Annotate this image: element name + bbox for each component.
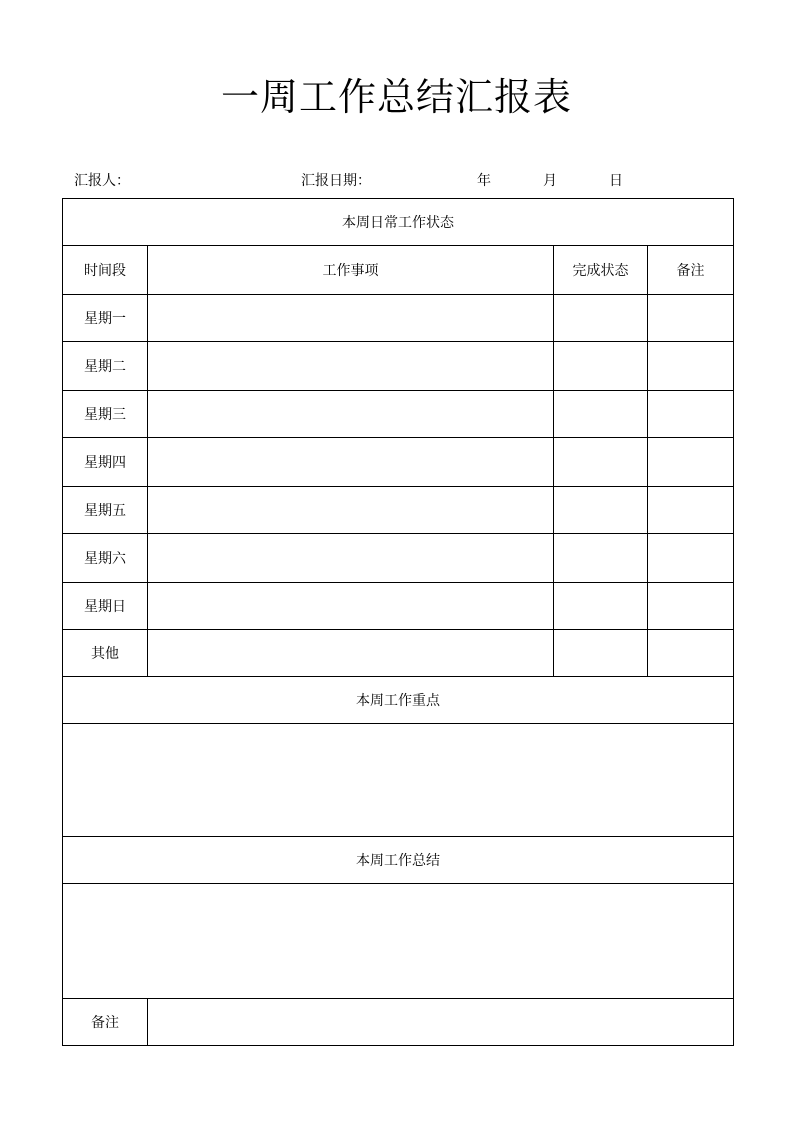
notes-header: 备注: [648, 246, 734, 295]
completion-status-cell[interactable]: [554, 342, 648, 391]
work-items-cell[interactable]: [148, 534, 554, 583]
day-label-cell: 星期六: [63, 534, 148, 583]
work-items-cell[interactable]: [148, 630, 554, 677]
work-items-cell[interactable]: [148, 342, 554, 391]
notes-cell[interactable]: [648, 534, 734, 583]
work-items-cell[interactable]: [148, 583, 554, 630]
completion-status-cell[interactable]: [554, 487, 648, 534]
notes-cell[interactable]: [648, 583, 734, 630]
summary-content-row: [63, 884, 734, 999]
completion-status-cell[interactable]: [554, 391, 648, 438]
table-row: [63, 391, 734, 438]
work-items-cell[interactable]: [148, 391, 554, 438]
day-label-cell: 星期二: [63, 342, 148, 391]
remarks-area[interactable]: [148, 999, 734, 1046]
weekly-focus-area[interactable]: [63, 724, 734, 837]
daily-status-section-row: [63, 199, 734, 246]
weekly-focus-heading: 本周工作重点: [63, 677, 734, 724]
report-date-label: 汇报日期：: [301, 173, 371, 189]
table-row: [63, 583, 734, 630]
year-label: 年: [477, 173, 491, 189]
completion-status-cell[interactable]: [554, 534, 648, 583]
work-items-cell[interactable]: [148, 438, 554, 487]
table-row: [63, 295, 734, 342]
table-row: [63, 438, 734, 487]
day-label: 日: [609, 173, 623, 189]
summary-section-row: [63, 837, 734, 884]
work-items-cell[interactable]: [148, 487, 554, 534]
remarks-row: [63, 999, 734, 1046]
notes-cell[interactable]: [648, 487, 734, 534]
daily-status-heading: 本周日常工作状态: [63, 199, 734, 246]
table-row: [63, 534, 734, 583]
notes-cell[interactable]: [648, 630, 734, 677]
weekly-summary-area[interactable]: [63, 884, 734, 999]
day-label-cell: 星期四: [63, 438, 148, 487]
table-row: [63, 342, 734, 391]
weekly-report-table: [62, 198, 734, 1046]
table-row: [63, 487, 734, 534]
reporter-label: 汇报人：: [74, 173, 130, 189]
table-header-row: [63, 246, 734, 295]
work-items-header: 工作事项: [148, 246, 554, 295]
day-label-cell: 星期日: [63, 583, 148, 630]
day-label-cell: 星期三: [63, 391, 148, 438]
remarks-label: 备注: [63, 999, 148, 1046]
focus-content-row: [63, 724, 734, 837]
day-label-cell: 星期五: [63, 487, 148, 534]
day-label-cell: 其他: [63, 630, 148, 677]
work-items-cell[interactable]: [148, 295, 554, 342]
completion-status-cell[interactable]: [554, 438, 648, 487]
table-row: [63, 630, 734, 677]
notes-cell[interactable]: [648, 391, 734, 438]
completion-status-header: 完成状态: [554, 246, 648, 295]
day-label-cell: 星期一: [63, 295, 148, 342]
notes-cell[interactable]: [648, 295, 734, 342]
month-label: 月: [543, 173, 557, 189]
period-header: 时间段: [63, 246, 148, 295]
notes-cell[interactable]: [648, 438, 734, 487]
completion-status-cell[interactable]: [554, 295, 648, 342]
weekly-summary-heading: 本周工作总结: [63, 837, 734, 884]
page-title: 一周工作总结汇报表: [220, 75, 572, 119]
notes-cell[interactable]: [648, 342, 734, 391]
completion-status-cell[interactable]: [554, 630, 648, 677]
completion-status-cell[interactable]: [554, 583, 648, 630]
focus-section-row: [63, 677, 734, 724]
